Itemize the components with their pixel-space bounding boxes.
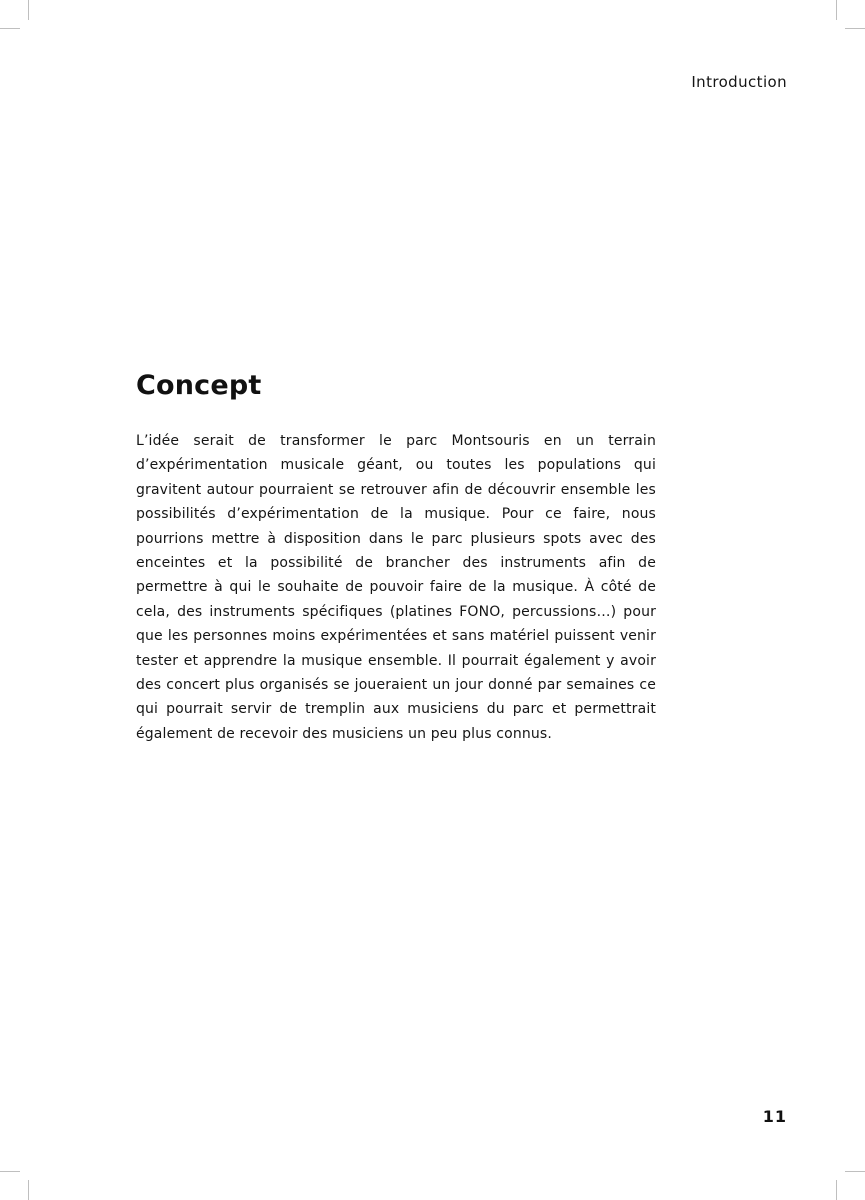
crop-mark-bottom-left xyxy=(28,1180,29,1200)
crop-mark-right-top xyxy=(845,28,865,29)
running-header: Introduction xyxy=(691,73,787,91)
crop-mark-left-top xyxy=(0,28,20,29)
body-paragraph: L’idée serait de transformer le parc Montsouris en un terrain d’expérimentation musicale géant, ou toutes les populations qui gravitent autour pourraient se retrouver afin de découvrir ensemble les possibilités d’expérimentation de la musique. Pour ce faire, nous pourrions mettre à disposition dans le parc plusieurs spots avec des enceintes et la possibilité de brancher des instruments afin de permettre à qui le souhaite de pouvoir faire de la musique. À côté de cela, des instruments spécifiques (platines FONO, percussions…) pour que les personnes moins expérimentées et sans matériel puissent venir tester et apprendre la musique ensemble. Il pourrait également y avoir des concert plus organisés se joueraient un jour donné par semaines ce qui pourrait servir de tremplin aux musiciens du parc et permettrait également de recevoir des musiciens un peu plus connus. xyxy=(136,433,656,742)
page-number: 11 xyxy=(762,1107,787,1126)
section-title: Concept xyxy=(136,370,262,401)
crop-mark-top-left xyxy=(28,0,29,20)
crop-mark-bottom-right xyxy=(836,1180,837,1200)
crop-mark-top-right xyxy=(836,0,837,20)
crop-mark-right-bottom xyxy=(845,1171,865,1172)
crop-mark-left-bottom xyxy=(0,1171,20,1172)
